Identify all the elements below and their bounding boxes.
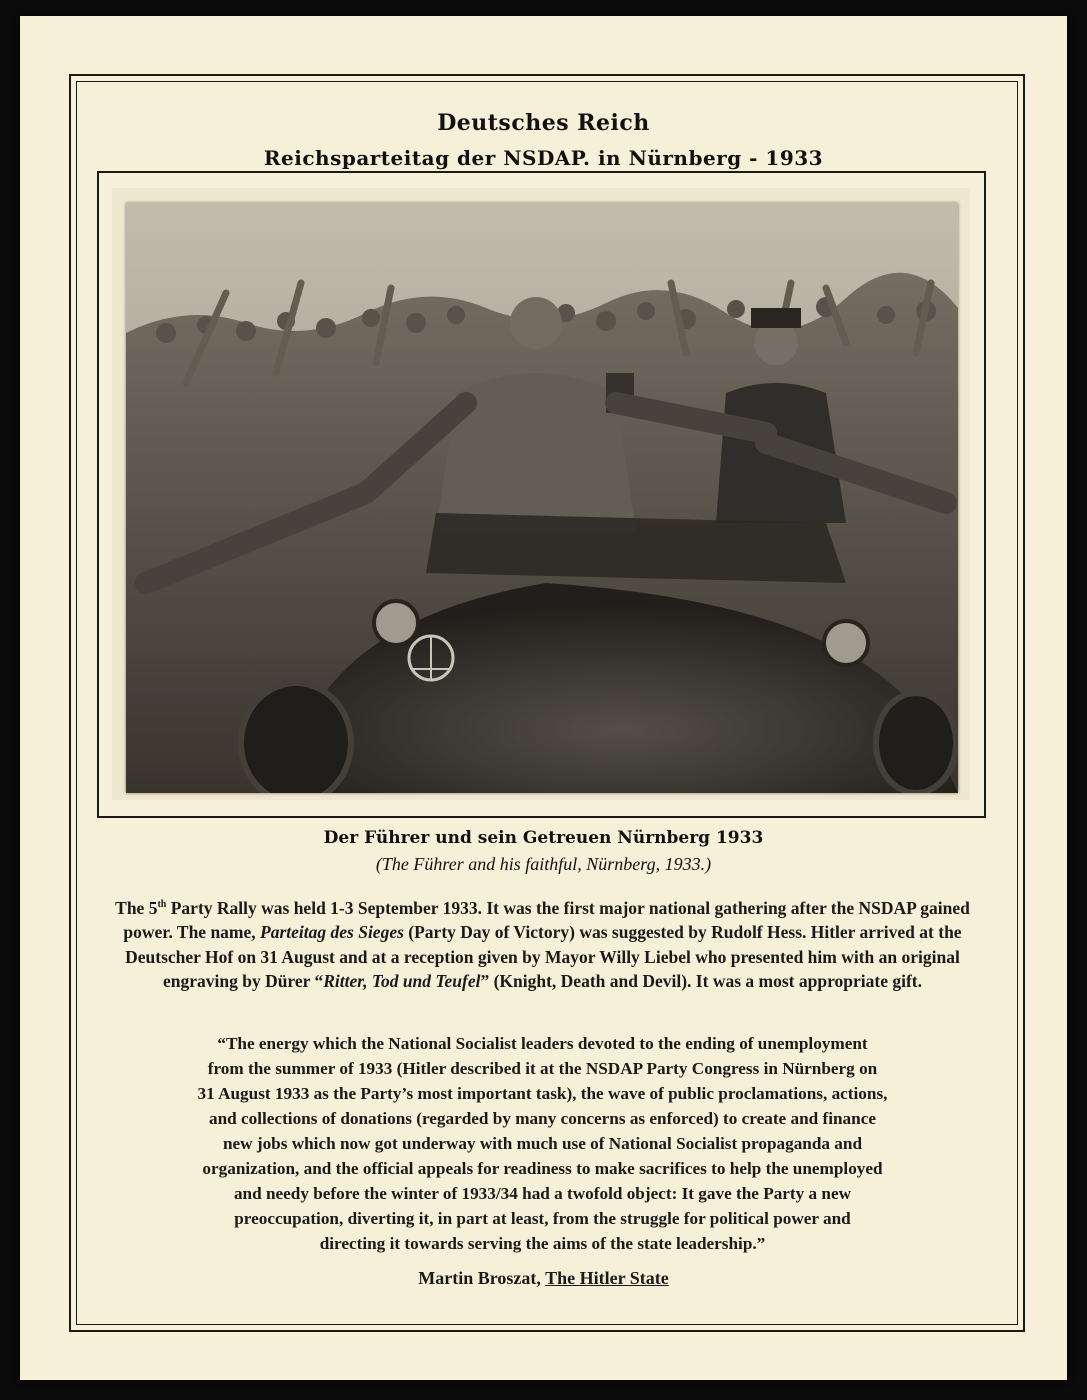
para-text: ” (Knight, Death and Devil). It was a most appropriate gift. — [480, 971, 923, 992]
album-page — [20, 16, 1067, 1380]
quote-line: organization, and the official appeals for readiness to make sacrifices to help the unemployed — [202, 1159, 883, 1178]
caption-english-text: The Führer and his faithful, Nürnberg, 1933. — [381, 854, 706, 874]
para-text: The 5 — [115, 898, 158, 918]
history-paragraph — [100, 896, 985, 994]
quote-line: and needy before the winter of 1933/34 had a twofold object: It gave the Party a new — [233, 1184, 852, 1203]
quote-line: new jobs which now got underway with much use of National Socialist propaganda and — [222, 1134, 863, 1153]
page-subtitle: Reichsparteitag der NSDAP. in Nürnberg - 1933 — [263, 146, 824, 170]
caption-english-open: ( — [375, 854, 382, 874]
page-title: Deutsches Reich — [437, 110, 650, 136]
photo-illustration — [126, 203, 958, 793]
quote-line: preoccupation, diverting it, in part at least, from the struggle for political power and — [234, 1209, 851, 1228]
para-italic: Ritter, Tod und Teufel — [323, 971, 481, 992]
quote-line: and collections of donations (regarded by many concerns as enforced) to create and finance — [209, 1109, 876, 1128]
para-text: Party Rally was held 1-3 September 1933. It was the first major national gathering after the NSDAP gained power. The name, — [123, 898, 970, 943]
para-text: (Party Day of Victory) was suggested by Rudolf Hess. Hitler arrived at the Deutscher Hof on 31 August and at a reception given by Mayor Willy Liebel who presented him with an original engraving by Dürer “ — [125, 922, 962, 992]
para-superscript: th — [157, 899, 167, 911]
attribution-author: Martin Broszat, — [418, 1268, 546, 1288]
quote-paragraph — [100, 1031, 985, 1256]
quote-line: directing it towards serving the aims of the state leadership.” — [319, 1234, 766, 1253]
caption-english-close: ) — [705, 854, 712, 874]
quote-line: from the summer of 1933 (Hitler described it at the NSDAP Party Congress in Nürnberg on — [207, 1059, 878, 1078]
attribution-book: The Hitler State — [545, 1268, 669, 1288]
attribution — [20, 1268, 1067, 1289]
photograph-icon — [126, 203, 958, 793]
quote-line: 31 August 1933 as the Party’s most important task), the wave of public proclamations, actions, — [197, 1084, 888, 1103]
photo-frame — [97, 171, 986, 818]
caption-english — [20, 854, 1067, 875]
quote-line: “The energy which the National Socialist leaders devoted to the ending of unemployment — [217, 1034, 868, 1053]
para-italic: Parteitag des Sieges — [260, 922, 404, 943]
caption-german: Der Führer und sein Getreuen Nürnberg 1933 — [323, 828, 764, 848]
